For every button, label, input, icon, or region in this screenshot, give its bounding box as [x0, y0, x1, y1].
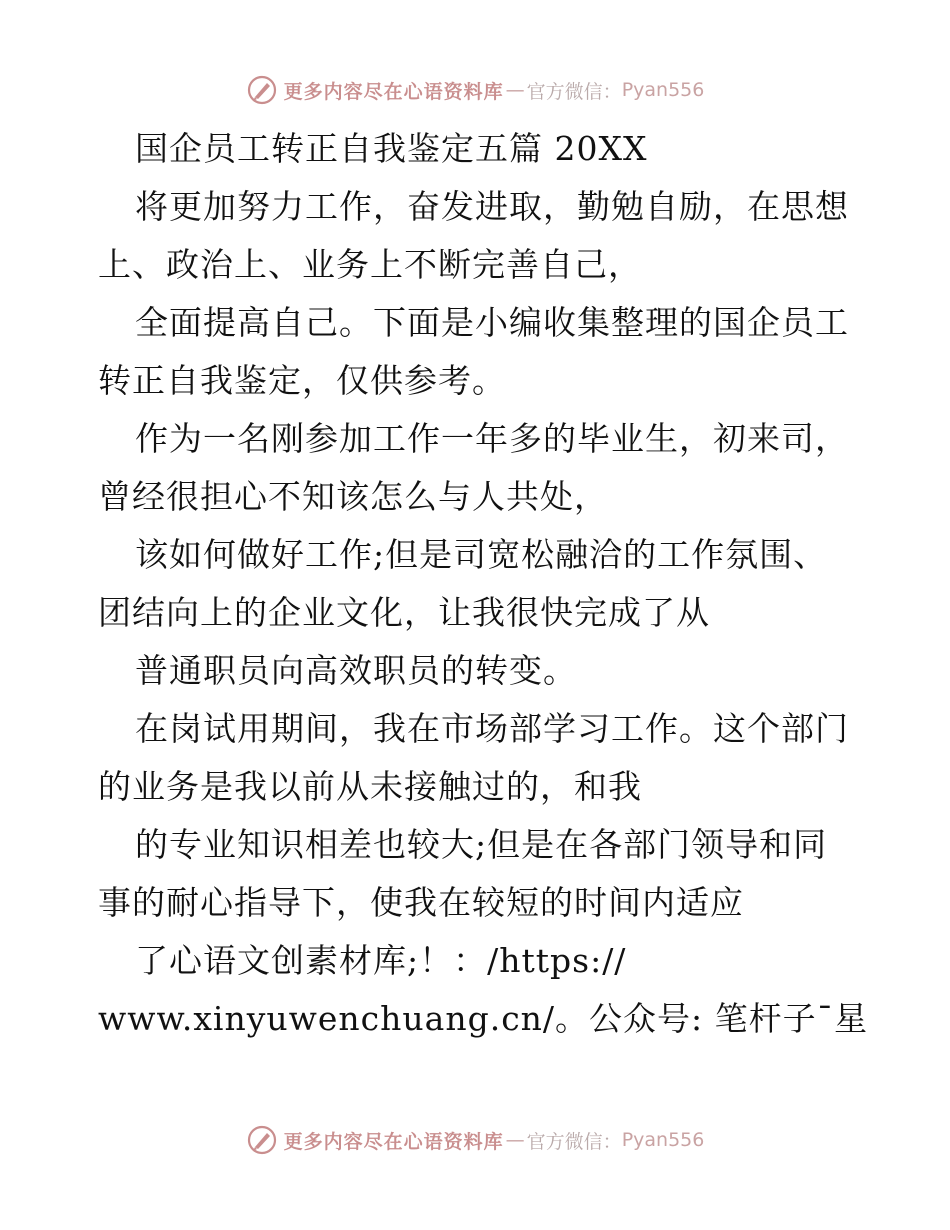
watermark-site-name: 更多内容尽在心语资料库	[283, 1130, 504, 1153]
watermark-separator: —	[505, 1129, 525, 1151]
watermark-account: Pyan556	[621, 1129, 705, 1151]
quill-pen-logo-icon	[246, 1124, 278, 1156]
paragraph-line: 曾经很担心不知该怎么与人共处，	[98, 477, 608, 516]
watermark-account: Pyan556	[621, 79, 705, 101]
paragraph-line: 该如何做好工作;但是司宽松融洽的工作氛围、	[135, 535, 828, 574]
paragraph-line: www.xinyuwenchuang.cn/。公众号: 笔杆子¯星	[98, 999, 869, 1038]
paragraph-line: 在岗试用期间，我在市场部学习工作。这个部门	[135, 709, 849, 748]
watermark-wechat-label: 官方微信：	[526, 1130, 622, 1153]
watermark-header	[0, 70, 950, 110]
paragraph-line: 的业务是我以前从未接触过的，和我	[98, 767, 642, 806]
watermark-separator: —	[505, 79, 525, 101]
paragraph-line: 将更加努力工作，奋发进取，勤勉自励，在思想	[135, 187, 849, 226]
paragraph-line: 了心语文创素材库;！：/https://	[135, 941, 627, 980]
paragraph-line: 事的耐心指导下，使我在较短的时间内适应	[98, 883, 744, 922]
paragraph-line: 团结向上的企业文化，让我很快完成了从	[98, 593, 710, 632]
watermark-wechat-label: 官方微信：	[526, 80, 622, 103]
paragraph-line: 上、政治上、业务上不断完善自己，	[98, 245, 642, 284]
paragraph-line: 转正自我鉴定，仅供参考。	[98, 361, 506, 400]
paragraph-line: 全面提高自己。下面是小编收集整理的国企员工	[135, 303, 849, 342]
watermark-footer	[0, 1120, 950, 1160]
document-title: 国企员工转正自我鉴定五篇 20XX	[135, 129, 648, 168]
paragraph-line: 普通职员向高效职员的转变。	[135, 651, 577, 690]
quill-pen-logo-icon	[246, 74, 278, 106]
paragraph-line: 的专业知识相差也较大;但是在各部门领导和同	[135, 825, 828, 864]
paragraph-line: 作为一名刚参加工作一年多的毕业生，初来司，	[135, 419, 849, 458]
watermark-site-name: 更多内容尽在心语资料库	[283, 80, 504, 103]
